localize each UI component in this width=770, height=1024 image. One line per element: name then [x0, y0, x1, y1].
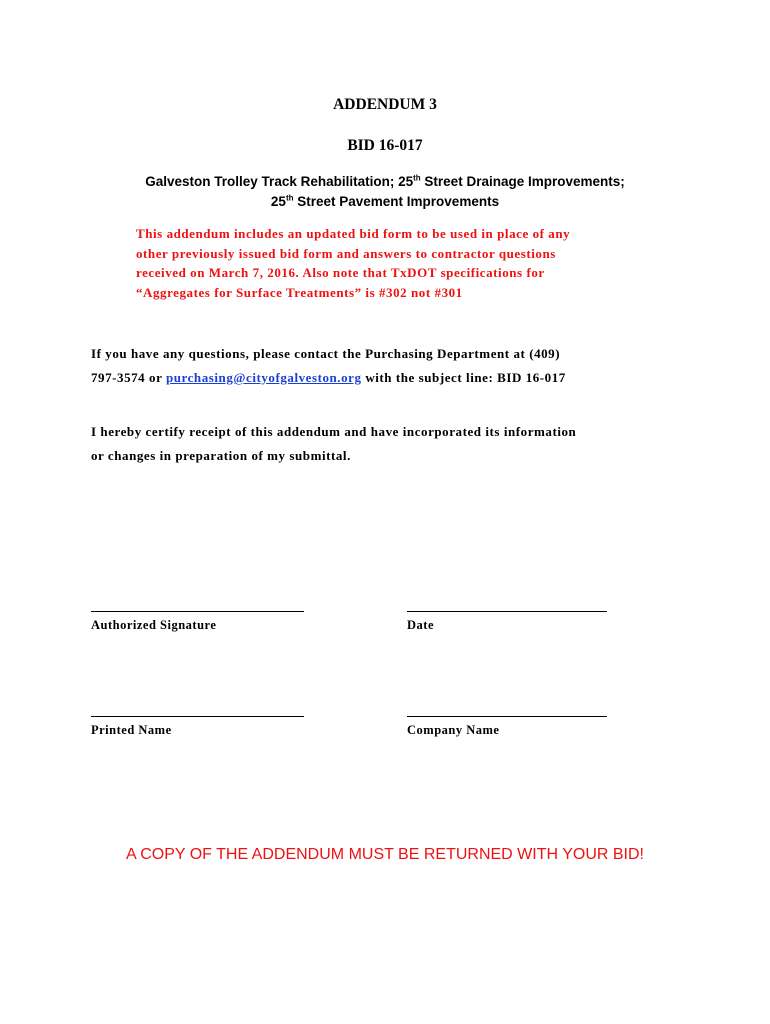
- return-warning: A COPY OF THE ADDENDUM MUST BE RETURNED WITH YOUR BID!: [126, 846, 644, 863]
- certify-line-2: or changes in preparation of my submittal.: [91, 448, 351, 463]
- project-title-line-2: 25th Street Pavement Improvements: [270, 193, 500, 209]
- authorized-signature-label: Authorized Signature: [91, 618, 217, 632]
- bid-number: BID 16-017: [347, 137, 423, 154]
- certify-line-1: I hereby certify receipt of this addendum and have incorporated its information: [91, 424, 577, 439]
- contact-line-2: 797-3574 or purchasing@cityofgalveston.org with the subject line: BID 16-017: [91, 370, 566, 385]
- company-name-label: Company Name: [407, 723, 500, 737]
- contact-line-1: If you have any questions, please contact the Purchasing Department at (409): [91, 346, 561, 361]
- company-name-line[interactable]: [407, 716, 607, 717]
- certification-paragraph: [91, 420, 691, 468]
- contact-paragraph: [91, 342, 691, 390]
- notice-line-4: “Aggregates for Surface Treatments” is #302 not #301: [136, 284, 463, 300]
- notice-line-1: This addendum includes an updated bid form to be used in place of any: [136, 226, 571, 241]
- purchasing-email-link[interactable]: purchasing@cityofgalveston.org: [165, 370, 362, 385]
- project-title: [100, 172, 670, 212]
- project-title-line-1: Galveston Trolley Track Rehabilitation; 25th Street Drainage Improvements;: [145, 173, 625, 189]
- date-line[interactable]: [407, 611, 607, 612]
- printed-name-line[interactable]: [91, 716, 304, 717]
- notice-line-2: other previously issued bid form and answers to contractor questions: [136, 245, 556, 261]
- addendum-notice: [136, 224, 676, 302]
- date-label: Date: [407, 618, 434, 632]
- authorized-signature-line[interactable]: [91, 611, 304, 612]
- printed-name-label: Printed Name: [91, 723, 172, 737]
- addendum-title: ADDENDUM 3: [333, 96, 437, 113]
- notice-line-3: received on March 7, 2016. Also note that TxDOT specifications for: [136, 265, 545, 280]
